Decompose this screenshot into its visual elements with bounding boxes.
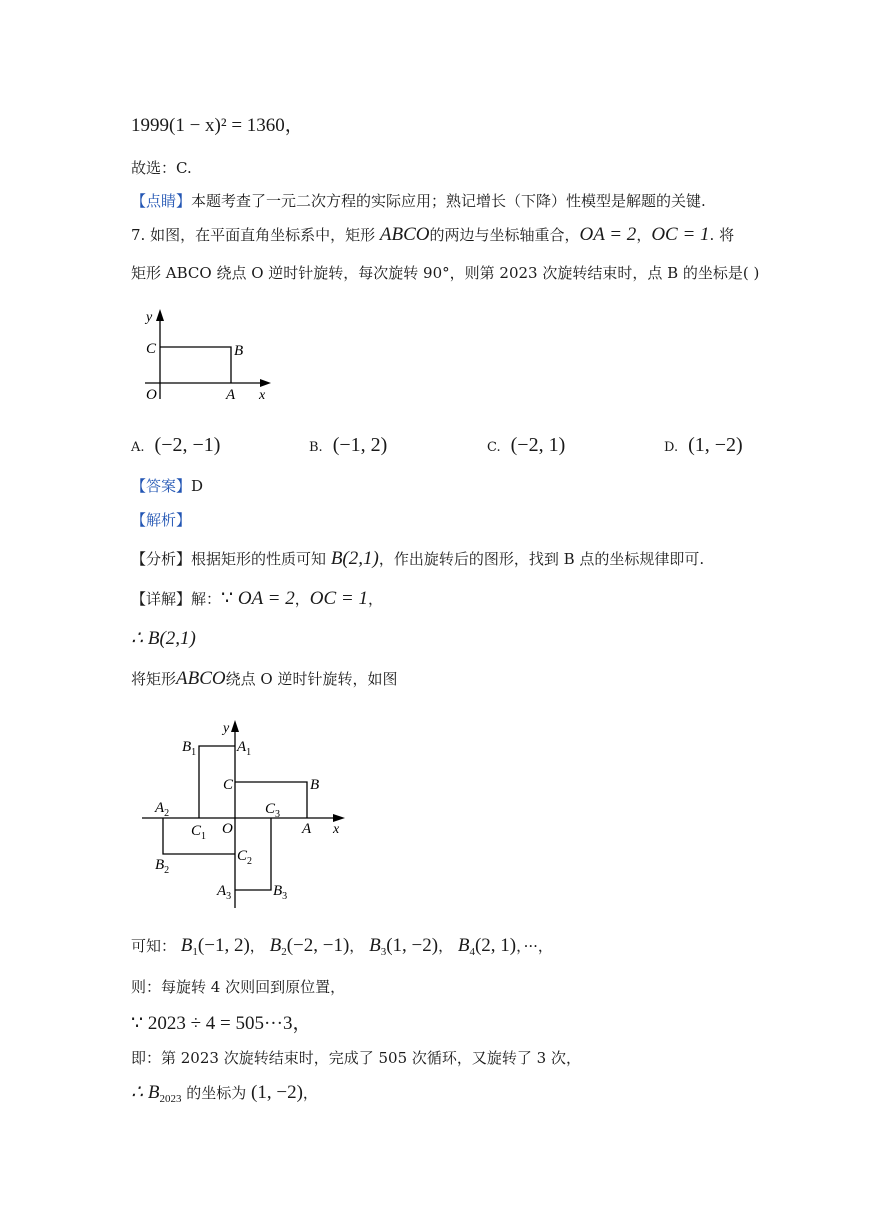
detail-oa: OA = 2 bbox=[237, 588, 295, 609]
answer-bracket: 【答案】 bbox=[131, 477, 192, 495]
known-b3: B bbox=[369, 935, 381, 956]
known-b2-sub: 2 bbox=[281, 946, 287, 958]
known-tail: ，···， bbox=[516, 937, 553, 955]
equation-line: 1999(1 − x)² = 1360， bbox=[131, 115, 304, 136]
analysis-bracket: 【解析】 bbox=[131, 511, 192, 529]
explain-line: 即：第 2023 次旋转结束时，完成了 505 次循环，又旋转了 3 次， bbox=[131, 1049, 581, 1067]
known-b2: B bbox=[269, 935, 282, 956]
fig2-y-arrow bbox=[231, 720, 239, 732]
final-value: (1, −2) bbox=[251, 1082, 303, 1103]
known-lead: 可知： bbox=[131, 937, 177, 955]
therefore-b-line: ∴ B(2,1) bbox=[131, 628, 196, 649]
fenxi-point: B(2,1) bbox=[330, 548, 379, 569]
known-b1-value: (−1, 2) bbox=[197, 935, 250, 956]
fig1-y-arrow bbox=[156, 309, 164, 321]
fig2-label-x: x bbox=[333, 822, 340, 837]
fig1-label-o: O bbox=[146, 387, 157, 403]
rotate-text-a: 将矩形 bbox=[131, 670, 177, 688]
rotation-figure bbox=[140, 712, 355, 912]
fig2-x-arrow bbox=[333, 814, 345, 822]
detail-oc: OC = 1 bbox=[309, 588, 368, 609]
known-b1-sub: 1 bbox=[192, 946, 198, 958]
known-b3-sub: 3 bbox=[380, 946, 387, 958]
option-b bbox=[309, 434, 387, 457]
fig2-label-a2: $A_2$ bbox=[155, 800, 170, 819]
question-text-c: . 将 bbox=[709, 226, 735, 244]
fig1-label-y: y bbox=[146, 310, 153, 325]
analysis-line bbox=[131, 509, 191, 531]
rotate-text-b: 绕点 O 逆时针旋转，如图 bbox=[225, 670, 398, 688]
detail-comma: ， bbox=[294, 590, 310, 608]
option-c-label: C. bbox=[487, 440, 501, 455]
known-sep-2: ， bbox=[349, 937, 365, 955]
question-line-2: 矩形 ABCO 绕点 O 逆时针旋转，每次旋转 90°，则第 2023 次旋转结束时，点 B 的坐标是( ) bbox=[131, 264, 760, 282]
final-b: ∴ B bbox=[131, 1082, 160, 1103]
option-a-label: A. bbox=[131, 440, 145, 455]
detail-text-a: 解： bbox=[191, 590, 222, 608]
fenxi-line bbox=[131, 548, 704, 570]
known-b1: B bbox=[180, 935, 193, 956]
comment-bracket: 【点睛】 bbox=[131, 192, 192, 210]
rotate-line bbox=[131, 668, 397, 690]
fig1-label-c: C bbox=[146, 341, 157, 357]
fig2-label-c1: $C_1$ bbox=[191, 823, 207, 842]
question-comma: ， bbox=[636, 226, 652, 244]
rectangle-figure bbox=[140, 303, 280, 405]
fig2-label-b2: $B_2$ bbox=[155, 857, 170, 876]
answer-line bbox=[131, 475, 203, 497]
option-d bbox=[664, 434, 743, 457]
known-sep-3: ， bbox=[438, 937, 454, 955]
answer-value: D bbox=[191, 477, 204, 495]
detail-line bbox=[131, 588, 383, 610]
detail-comma-2: ， bbox=[367, 590, 383, 608]
option-a-value: (−2, −1) bbox=[154, 434, 221, 456]
fig2-label-c2: $C_2$ bbox=[237, 848, 253, 867]
final-text: 的坐标为 bbox=[186, 1084, 247, 1102]
option-d-label: D. bbox=[664, 440, 679, 455]
detail-bracket: 【详解】 bbox=[131, 590, 192, 608]
option-d-value: (1, −2) bbox=[688, 434, 743, 456]
known-b4-value: (2, 1) bbox=[474, 935, 517, 956]
cycle-line: 则：每旋转 4 次则回到原位置， bbox=[131, 978, 346, 996]
fig2-label-b3: $B_3$ bbox=[273, 883, 288, 902]
rotate-rect: ABCO bbox=[176, 668, 226, 689]
known-sep-1: ， bbox=[249, 937, 265, 955]
option-a bbox=[131, 434, 220, 457]
option-c-value: (−2, 1) bbox=[510, 434, 566, 456]
question-line-1 bbox=[131, 224, 734, 246]
fig2-label-c3: $C_3$ bbox=[265, 801, 281, 820]
question-rect: ABCO bbox=[379, 224, 430, 245]
option-b-value: (−1, 2) bbox=[332, 434, 388, 456]
fig1-x-arrow bbox=[260, 379, 271, 387]
fig2-label-b: B bbox=[310, 777, 320, 793]
known-b3-value: (1, −2) bbox=[386, 935, 439, 956]
known-points-line bbox=[131, 935, 553, 963]
final-line bbox=[131, 1082, 318, 1110]
fig2-label-b1: $B_1$ bbox=[182, 739, 197, 758]
fig2-label-y: y bbox=[223, 721, 230, 736]
final-comma: ， bbox=[302, 1084, 318, 1102]
fig2-label-a1: $A_1$ bbox=[237, 739, 252, 758]
fig1-label-a: A bbox=[226, 387, 236, 403]
fig1-label-b: B bbox=[234, 343, 244, 359]
known-b4-sub: 4 bbox=[469, 946, 475, 958]
division-line: ∵ 2023 ÷ 4 = 505···3， bbox=[131, 1013, 312, 1034]
option-c bbox=[487, 434, 565, 457]
fig2-label-c: C bbox=[223, 777, 234, 793]
comment-text: 本题考查了一元二次方程的实际应用；熟记增长（下降）性模型是解题的关键. bbox=[191, 192, 706, 210]
option-b-label: B. bbox=[309, 440, 323, 455]
question-oa: OA = 2 bbox=[579, 224, 637, 245]
fenxi-bracket: 【分析】 bbox=[131, 550, 192, 568]
comment-line bbox=[131, 190, 706, 212]
final-b-sub: 2023 bbox=[159, 1093, 182, 1105]
fig1-rectangle bbox=[160, 347, 231, 383]
question-text-a: 7. 如图，在平面直角坐标系中，矩形 bbox=[131, 226, 376, 244]
question-oc: OC = 1 bbox=[651, 224, 710, 245]
fenxi-text-a: 根据矩形的性质可知 bbox=[191, 550, 327, 568]
fig1-label-x: x bbox=[259, 388, 266, 403]
detail-because: ∵ bbox=[221, 588, 234, 609]
fig2-label-a: A bbox=[302, 821, 312, 837]
fig2-label-o: O bbox=[222, 821, 233, 837]
fig2-label-a3: $A_3$ bbox=[217, 883, 232, 902]
fenxi-text-c: ，作出旋转后的图形，找到 B 点的坐标规律即可. bbox=[378, 550, 705, 568]
choice-line: 故选：C. bbox=[131, 159, 192, 177]
known-b4: B bbox=[457, 935, 470, 956]
known-b2-value: (−2, −1) bbox=[286, 935, 350, 956]
question-text-b: 的两边与坐标轴重合， bbox=[429, 226, 580, 244]
